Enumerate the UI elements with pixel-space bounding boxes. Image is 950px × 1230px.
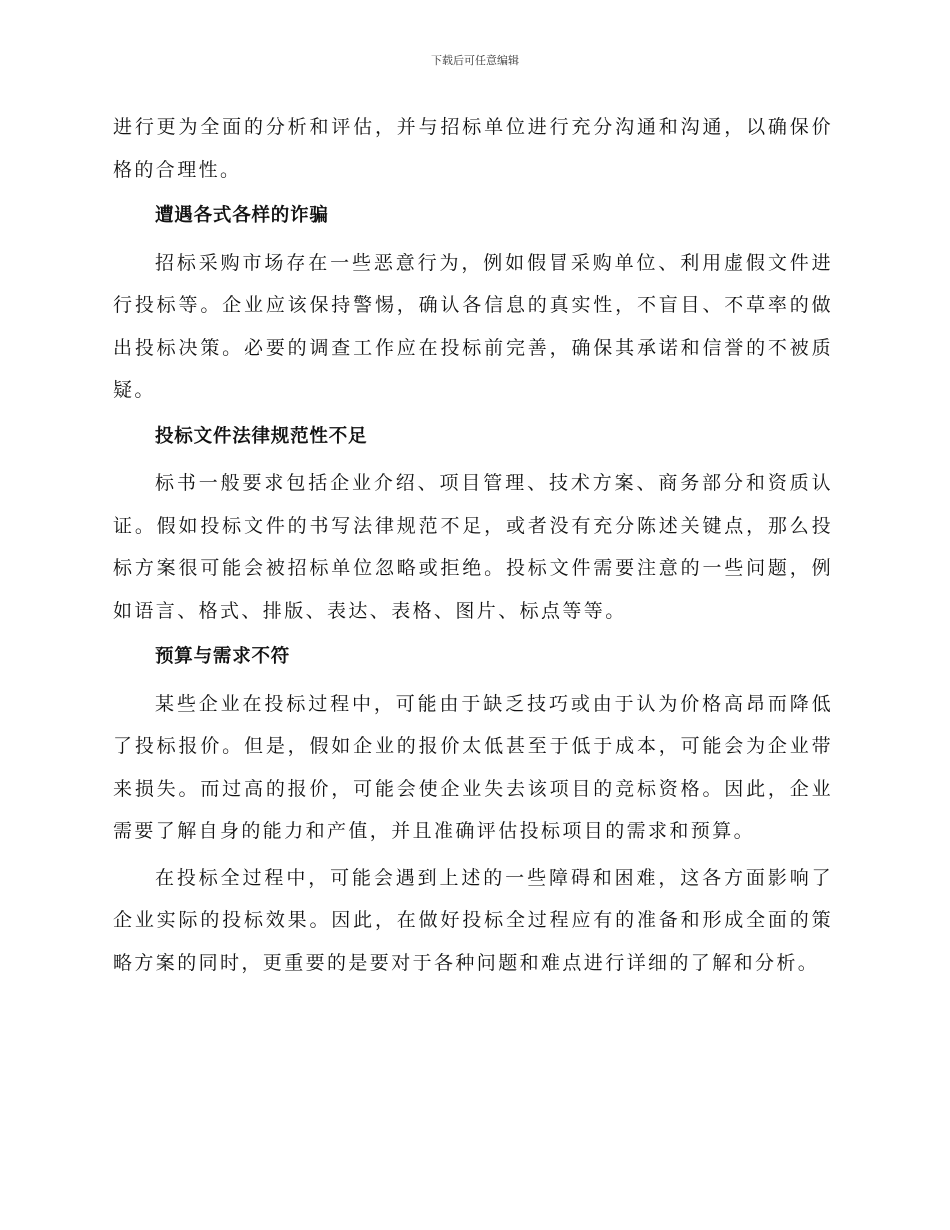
paragraph-legal-compliance: 标书一般要求包括企业介绍、项目管理、技术方案、商务部分和资质认证。假如投标文件的书写法律规范不足，或者没有充分陈述关键点，那么投标方案很可能会被招标单位忽略或拒绝。投标文件需要注意的一些问题，例如语言、格式、排版、表达、表格、图片、标点等等。 (113, 472, 833, 622)
page-header: 下载后可任意编辑 (431, 54, 519, 67)
document-body (113, 106, 833, 984)
paragraph-price-continuation: 进行更为全面的分析和评估，并与招标单位进行充分沟通和沟通，以确保价格的合理性。 (113, 116, 833, 181)
paragraph-conclusion: 在投标全过程中，可能会遇到上述的一些障碍和困难，这各方面影响了企业实际的投标效果。因此，在做好投标全过程应有的准备和形成全面的策略方案的同时，更重要的是要对于各种问题和难点进行详细的了解和分析。 (113, 866, 833, 974)
section-heading-fraud: 遭遇各式各样的诈骗 (155, 205, 329, 226)
paragraph-fraud: 招标采购市场存在一些恶意行为，例如假冒采购单位、利用虚假文件进行投标等。企业应该保持警惕，确认各信息的真实性，不盲目、不草率的做出投标决策。必要的调查工作应在投标前完善，确保其承诺和信誉的不被质疑。 (113, 251, 833, 401)
section-heading-legal-compliance: 投标文件法律规范性不足 (155, 425, 368, 447)
section-heading-budget: 预算与需求不符 (155, 646, 291, 667)
paragraph-budget: 某些企业在投标过程中，可能由于缺乏技巧或由于认为价格高昂而降低了投标报价。但是，假如企业的报价太低甚至于低于成本，可能会为企业带来损失。而过高的报价，可能会使企业失去该项目的竞标资格。因此，企业需要了解自身的能力和产值，并且准确评估投标项目的需求和预算。 (113, 692, 833, 842)
